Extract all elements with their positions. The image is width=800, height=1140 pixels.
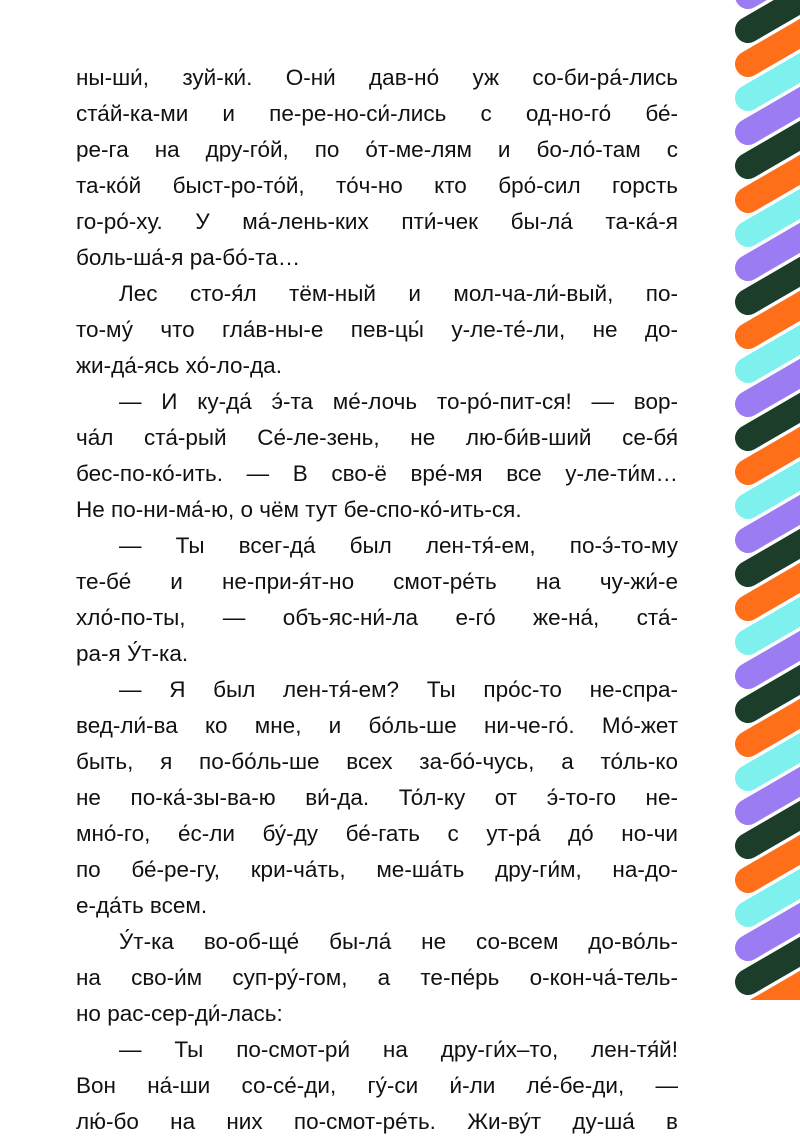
text-line: та-ко́й быст-ро-то́й, то́ч-но кто бро́-сил горсть bbox=[76, 173, 678, 198]
text-line: то-му́ что гла́в-ны-е пев-цы́ у-ле-те́-ли, не до- bbox=[76, 317, 678, 342]
text-line: боль-ша́-я ра-бо́-та… bbox=[76, 245, 301, 270]
text-line: вед-ли́-ва ко мне, и бо́ль-ше ни-че-го́. Мо́-жет bbox=[76, 713, 678, 738]
text-line: ра-я У́т-ка. bbox=[76, 641, 189, 666]
stripe-pattern bbox=[730, 0, 800, 1000]
text-line: У́т-ка во-об-ще́ бы-ла́ не со-всем до-во́ль- bbox=[119, 929, 678, 954]
text-line: бес-по-ко́-ить. — В сво-ё вре́-мя все у-ле-ти́м… bbox=[76, 461, 678, 486]
text-line: по бе́-ре-гу, кри-ча́ть, ме-ша́ть дру-ги́м, на-до- bbox=[76, 857, 678, 882]
decorative-stripe-border bbox=[730, 0, 800, 1000]
text-line: — И ку-да́ э́-та ме́-лочь то-ро́-пит-ся! — вор- bbox=[119, 389, 678, 414]
text-line: лю́-бо на них по-смот-ре́ть. Жи-ву́т ду-ша́ в bbox=[76, 1109, 678, 1134]
text-line: — Ты всег-да́ был лен-тя́-ем, по-э́-то-му bbox=[119, 533, 678, 558]
text-line: е-да́ть всем. bbox=[76, 893, 208, 918]
text-line: не по-ка́-зы-ва-ю ви́-да. То́л-ку от э́-то-го не- bbox=[76, 785, 678, 810]
text-line: быть, я по-бо́ль-ше всех за-бо́-чусь, а то́ль-ко bbox=[76, 749, 678, 774]
text-line: Лес сто-я́л тём-ный и мол-ча-ли́-вый, по- bbox=[119, 281, 678, 306]
text-line: Не по-ни-ма́-ю, о чём тут бе-спо-ко́-ить-ся. bbox=[76, 497, 522, 522]
text-line: ны-ши́, зуй-ки́. О-ни́ дав-но́ уж со-би-ра́-лись bbox=[76, 65, 678, 90]
text-line: мно́-го, е́с-ли бу́-ду бе́-гать с ут-ра́ до́ но-чи bbox=[76, 821, 678, 846]
text-line: — Ты по-смот-ри́ на дру-ги́х–то, лен-тя́й! bbox=[119, 1037, 678, 1062]
text-line: — Я был лен-тя́-ем? Ты про́с-то не-спра- bbox=[119, 677, 678, 702]
text-line: ча́л ста́-рый Се́-ле-зень, не лю-би́в-ший се-бя́ bbox=[76, 425, 678, 450]
text-line: но рас-сер-ди́-лась: bbox=[76, 1001, 283, 1026]
story-text bbox=[76, 60, 678, 1140]
text-line: те-бе́ и не-при-я́т-но смот-ре́ть на чу-жи́-е bbox=[76, 569, 678, 594]
text-line: Вон на́-ши со-се́-ди, гу́-си и́-ли ле́-бе-ди, — bbox=[76, 1073, 678, 1098]
text-line: на сво-и́м суп-ру́-гом, а те-пе́рь о-кон-ча́-тель- bbox=[76, 965, 678, 990]
text-line: го-ро́-ху. У ма́-лень-ких пти́-чек бы-ла́ та-ка́-я bbox=[76, 209, 678, 234]
text-line: хло́-по-ты, — объ-яс-ни́-ла е-го́ же-на́, ста́- bbox=[76, 605, 678, 630]
text-line: ста́й-ка-ми и пе-ре-но-си́-лись с од-но-го́ бе́- bbox=[76, 101, 678, 126]
text-line: ре-га на дру-го́й, по о́т-ме-лям и бо-ло́-там с bbox=[76, 137, 678, 162]
text-line: жи-да́-ясь хо́-ло-да. bbox=[76, 353, 282, 378]
